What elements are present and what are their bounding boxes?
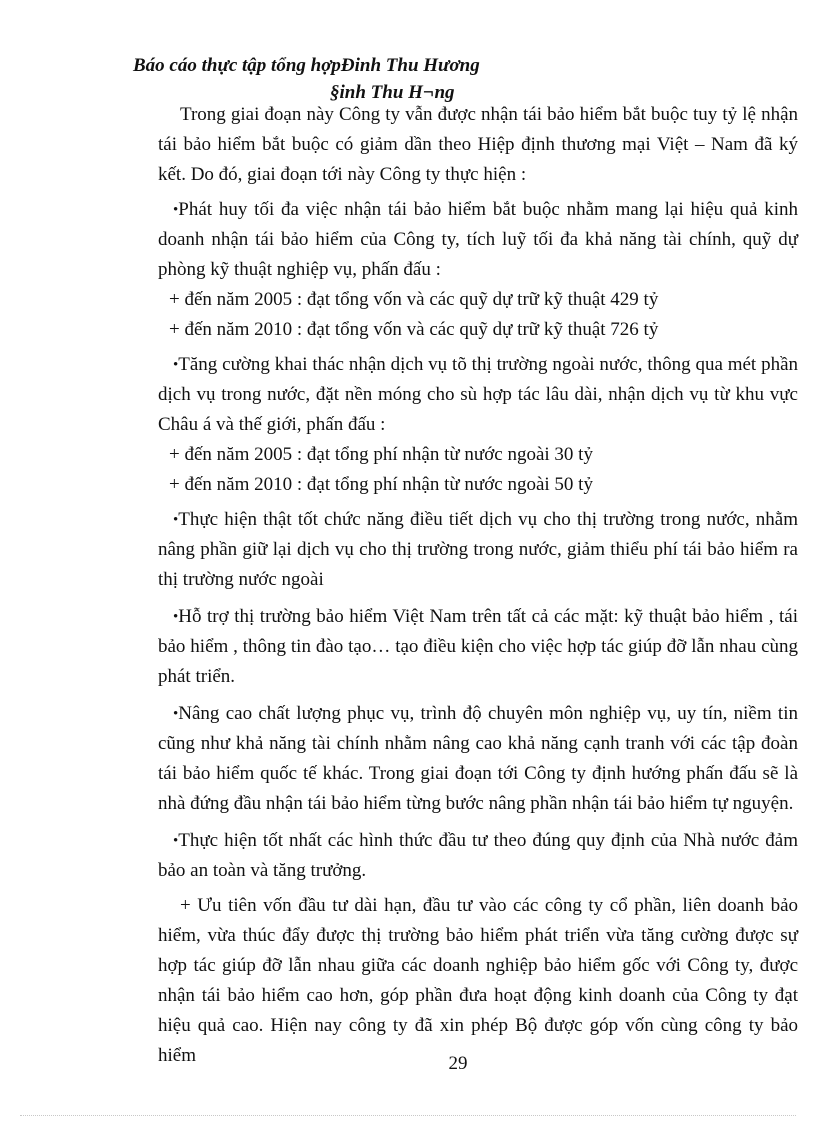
document-body: [158, 100, 798, 1071]
bullet-text: Nâng cao chất lượng phục vụ, trình độ chuyên môn nghiệp vụ, uy tín, niềm tin cũng như khả năng tài chính nhằm nâng cao khả năng cạnh tranh với các tập đoàn tái bảo hiểm quốc tế khác. Trong giai đoạn tới Công ty định hướng phấn đấu sẽ là nhà đứng đầu nhận tái bảo hiểm từng bước nâng phần nhận tái bảo hiểm tự nguyện.: [158, 703, 798, 814]
target-line: + đến năm 2010 : đạt tổng vốn và các quỹ dự trữ kỹ thuật 726 tỷ: [169, 319, 659, 340]
bullet-text: Thực hiện thật tốt chức năng điều tiết dịch vụ cho thị trường trong nước, nhằm nâng phần giữ lại dịch vụ cho thị trường trong nước, giảm thiểu phí tái bảo hiểm ra thị trường nước ngoài: [158, 509, 798, 590]
bullet-text: Thực hiện tốt nhất các hình thức đầu tư theo đúng quy định của Nhà nước đảm bảo an toàn và tăng trưởng.: [158, 830, 798, 881]
bullet-icon: •: [173, 609, 179, 625]
header-title: Báo cáo thực tập tổng hợpĐinh Thu Hương: [133, 55, 480, 76]
target-line: + đến năm 2005 : đạt tổng phí nhận từ nước ngoài 30 tỷ: [169, 444, 593, 465]
page-bottom-divider: [20, 1115, 796, 1116]
header-author: §inh Thu H¬ng: [330, 82, 455, 103]
page-number: 29: [448, 1053, 468, 1074]
bullet-icon: •: [173, 706, 179, 722]
intro-paragraph: Trong giai đoạn này Công ty vẫn được nhận tái bảo hiểm bắt buộc tuy tỷ lệ nhận tái bảo hiểm bắt buộc có giảm dần theo Hiệp định thương mại Việt – Nam đã ký kết. Do đó, giai đoạn tới này Công ty thực hiện :: [158, 104, 798, 185]
bullet-paragraph: [158, 826, 798, 886]
bullet-icon: •: [173, 357, 179, 373]
bullet-paragraph: [158, 602, 798, 692]
bullet-text: Phát huy tối đa việc nhận tái bảo hiểm bắt buộc nhằm mang lại hiệu quả kinh doanh nhận tái bảo hiểm của Công ty, tích luỹ tối đa khả năng tài chính, quỹ dự phòng kỹ thuật nghiệp vụ, phấn đấu :: [158, 199, 798, 280]
bullet-paragraph: [158, 505, 798, 595]
bullet-text: Tăng cường khai thác nhận dịch vụ tõ thị trường ngoài nước, thông qua mét phần dịch vụ trong nước, đặt nền móng cho sù hợp tác lâu dài, nhận dịch vụ từ khu vực Châu á và thế giới, phấn đấu :: [158, 354, 798, 435]
target-line: + đến năm 2010 : đạt tổng phí nhận từ nước ngoài 50 tỷ: [169, 474, 593, 495]
bullet-paragraph: [158, 350, 798, 440]
bullet-paragraph: [158, 195, 798, 285]
bullet-paragraph: [158, 699, 798, 819]
bullet-icon: •: [173, 512, 179, 528]
page-header: [133, 52, 480, 106]
bullet-icon: •: [173, 833, 179, 849]
bullet-text: Hỗ trợ thị trường bảo hiểm Việt Nam trên tất cả các mặt: kỹ thuật bảo hiểm , tái bảo hiểm , thông tin đào tạo… tạo điều kiện cho việc hợp tác giúp đỡ lẫn nhau cùng phát triển.: [158, 606, 798, 687]
bullet-icon: •: [173, 202, 179, 218]
priority-paragraph: + Ưu tiên vốn đầu tư dài hạn, đầu tư vào các công ty cổ phần, liên doanh bảo hiểm, vừa thúc đẩy được thị trường bảo hiểm phát triển vừa tăng cường được sự hợp tác giúp đỡ lẫn nhau giữa các doanh nghiệp bảo hiểm gốc với Công ty, được nhận tái bảo hiểm cao hơn, góp phần đưa hoạt động kinh doanh của Công ty đạt hiệu quả cao. Hiện nay công ty đã xin phép Bộ được góp vốn cùng công ty bảo hiểm: [158, 895, 798, 1066]
target-line: + đến năm 2005 : đạt tổng vốn và các quỹ dự trữ kỹ thuật 429 tỷ: [169, 289, 659, 310]
